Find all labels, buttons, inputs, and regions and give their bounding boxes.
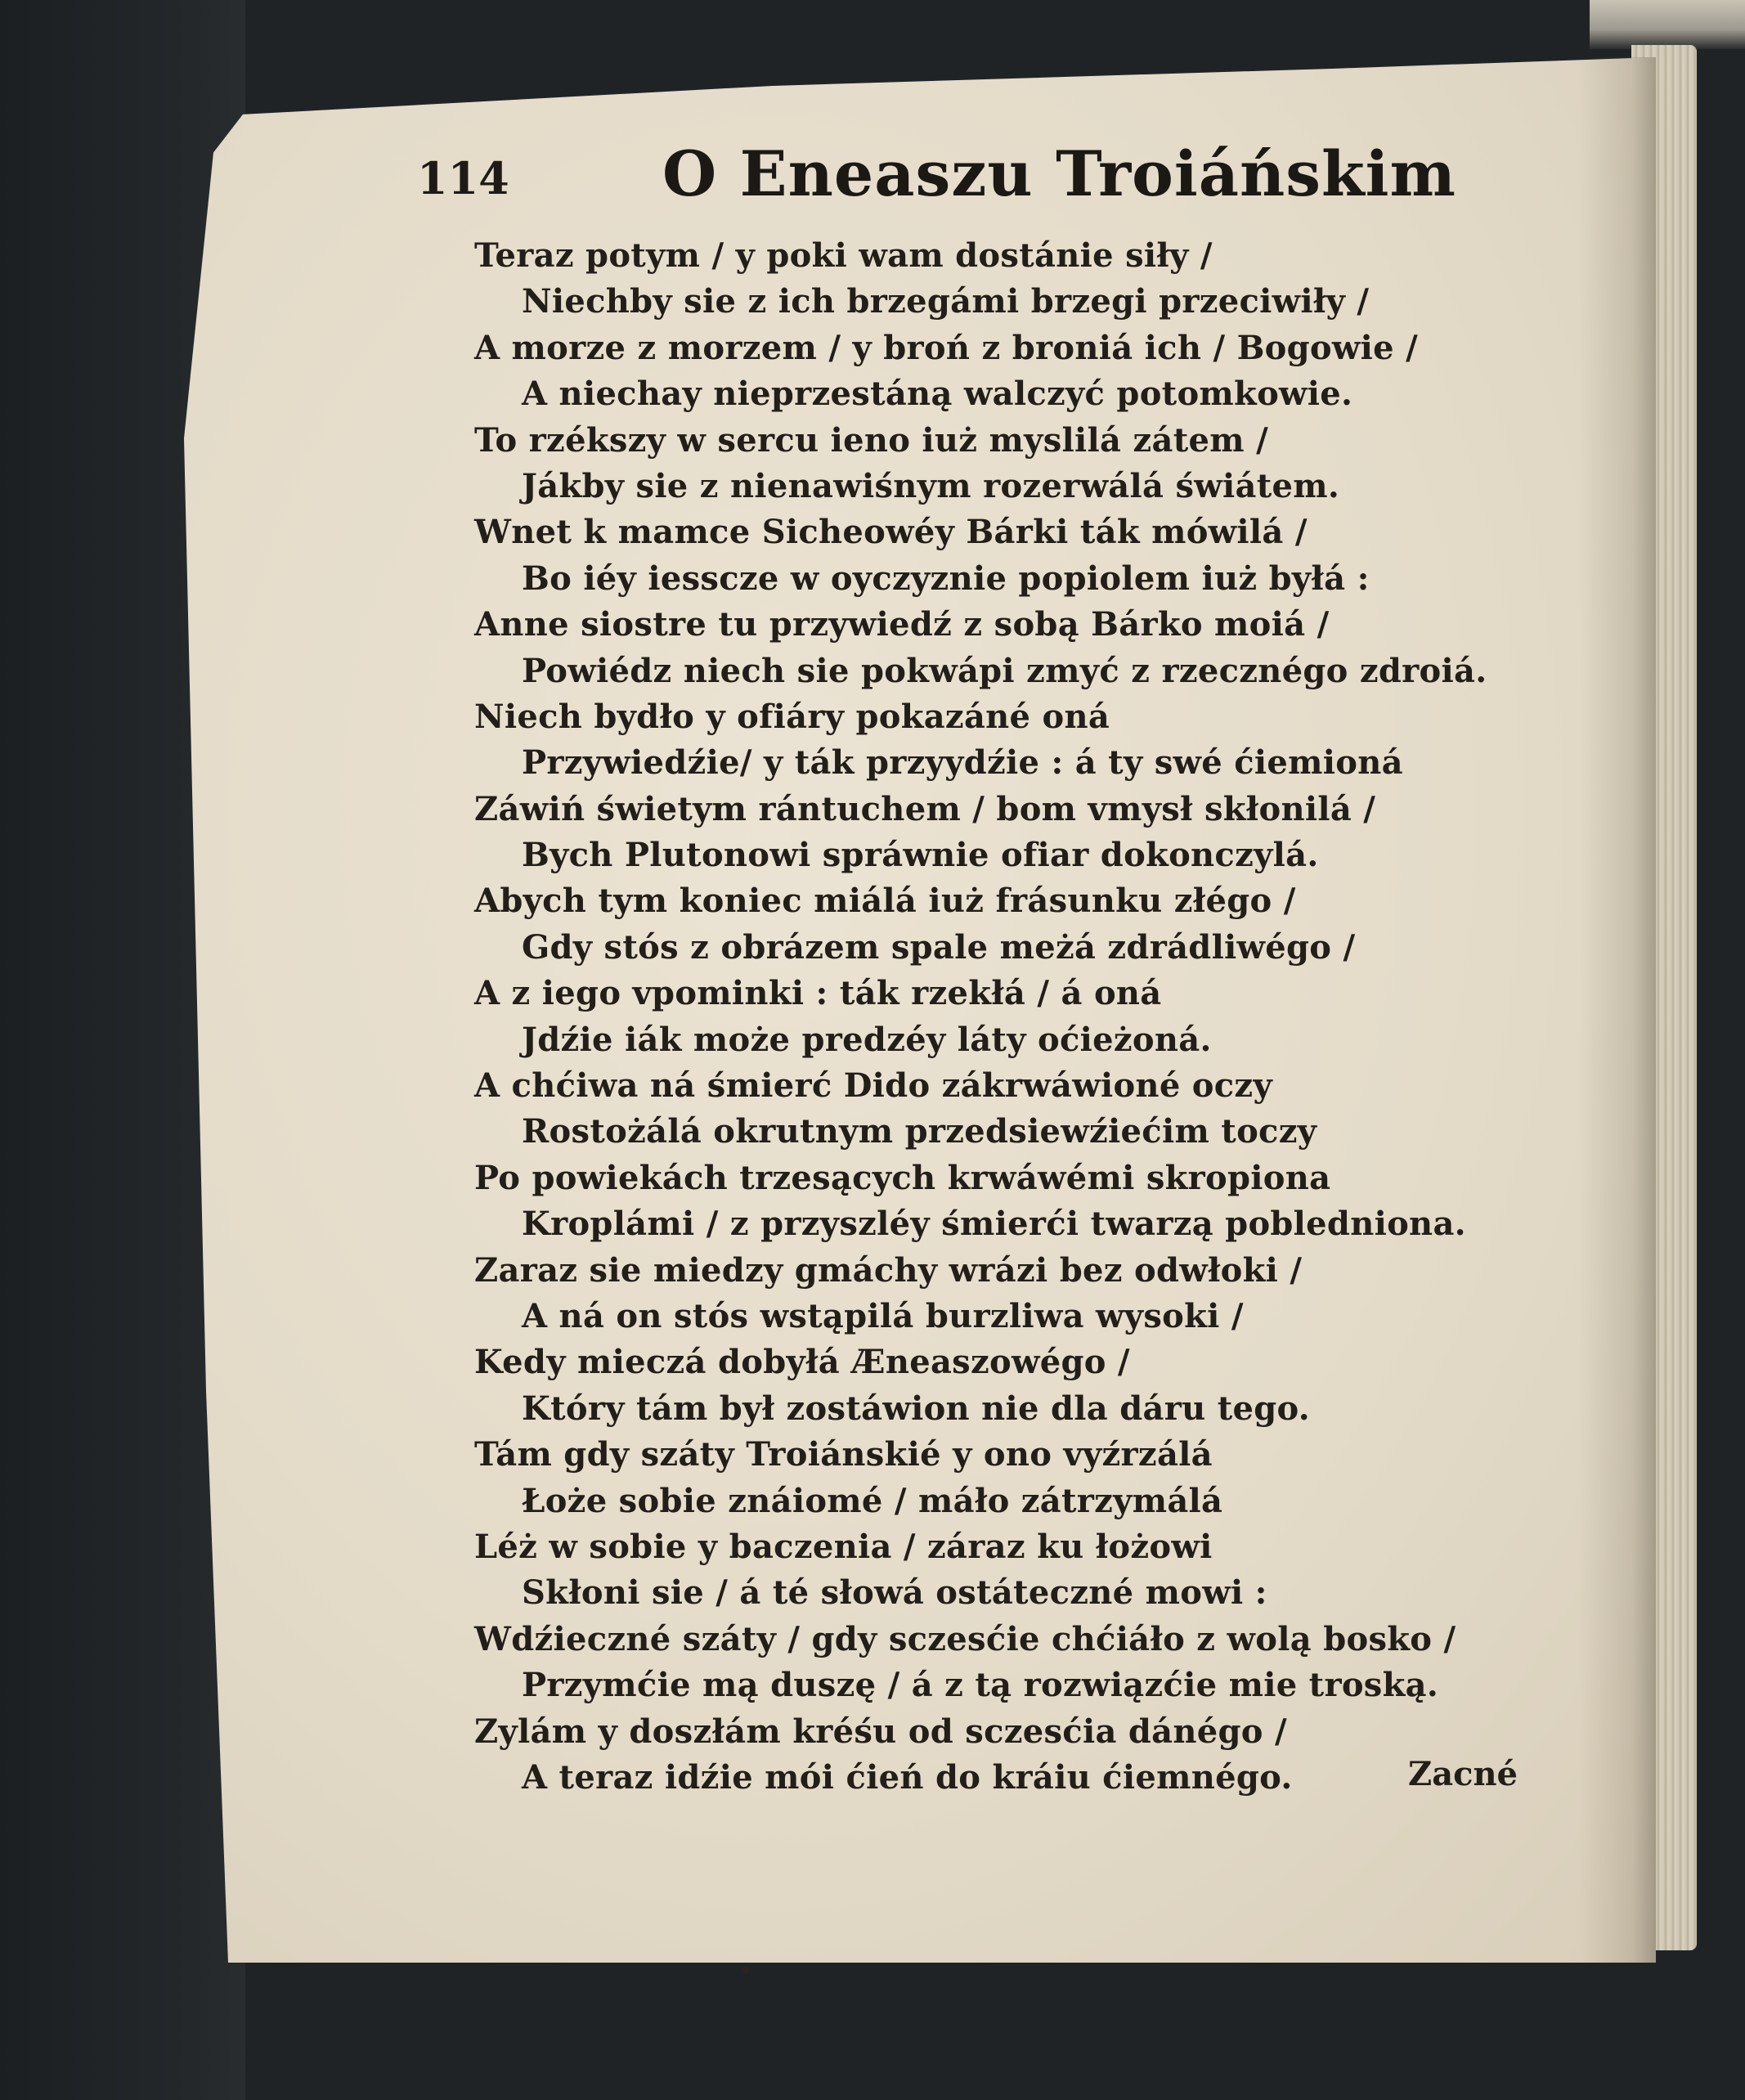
verse-line: Kedy mieczá dobyłá Æneaszowégo /: [474, 1343, 1130, 1382]
verse-line: A z iego vpominki : ták rzekłá / á oná: [474, 974, 1162, 1013]
verse-line: A niechay nieprzestáną walczyć potomkowie.: [522, 375, 1353, 414]
verse-line: Przywiedźie/ y ták przyydźie : á ty swé ćiemioná: [522, 743, 1403, 783]
verse-line: Zaraz sie miedzy gmáchy wrázi bez odwłoki /: [474, 1250, 1303, 1290]
verse-line: Teraz potym / y poki wam dostánie siły /: [474, 236, 1213, 275]
verse-line: Jdźie iák może predzéy láty oćieżoná.: [522, 1020, 1212, 1059]
verse-line: Zylám y doszłám kréśu od sczesćia dánégo /: [474, 1712, 1287, 1751]
verse-line: Záwiń świetym rántuchem / bom vmysł skłonilá /: [474, 789, 1376, 828]
verse-line: Jákby sie z nienawiśnym rozerwálá świátem.: [522, 466, 1340, 505]
verse-line: A ná on stós wstąpilá burzliwa wysoki /: [522, 1296, 1244, 1335]
verse-line: Powiédz niech sie pokwápi zmyć z rzecznégo zdroiá.: [522, 651, 1487, 690]
verse-line: Bych Plutonowi spráwnie ofiar dokonczylá.: [522, 836, 1319, 875]
verse-line: Bo iéy iesscze w oyczyznie popiolem iuż byłá :: [522, 559, 1370, 598]
page-number: 114: [417, 152, 509, 204]
verse-line: Skłoni sie / á té słowá ostáteczné mowi :: [522, 1573, 1267, 1613]
verse-line: Który tám był zostáwion nie dla dáru tego.: [522, 1389, 1310, 1428]
verse-line: Léż w sobie y baczenia / záraz ku łożowi: [474, 1527, 1213, 1566]
verse-line: A chćiwa ná śmierć Dido zákrwáwioné oczy: [474, 1066, 1272, 1106]
verse-line: Tám gdy száty Troiánskié y ono vyźrzálá: [474, 1435, 1213, 1474]
verse-line: A morze z morzem / y broń z broniá ich / Bogowie /: [474, 328, 1419, 367]
verse-line: Abych tym koniec miálá iuż frásunku złégo /: [474, 882, 1296, 921]
verse-line: Anne siostre tu przywiedź z sobą Bárko moiá /: [474, 605, 1330, 644]
verse-line: Rostożálá okrutnym przedsiewźiećim toczy: [522, 1112, 1317, 1151]
verse-line: Łoże sobie znáiomé / máło zátrzymálá: [522, 1481, 1223, 1520]
verse-line: Wnet k mamce Sicheowéy Bárki ták mówilá /: [474, 513, 1308, 552]
page-header: [417, 137, 1488, 219]
verse-line: Wdźieczné száty / gdy sczesćie chćiáło z wolą bosko /: [474, 1619, 1456, 1658]
verse-line: Po powiekách trzesących krwáwémi skropiona: [474, 1158, 1331, 1197]
ink-speck: [742, 1967, 749, 1973]
verse-block: [474, 233, 1619, 1801]
verse-line: To rzékszy w sercu ieno iuż myslilá zátem /: [474, 420, 1268, 460]
catchword: Zacné: [1408, 1755, 1518, 1793]
verse-line: A teraz idźie mói ćień do kráiu ćiemnégo.: [522, 1757, 1293, 1797]
verse-line: Kroplámi / z przyszléy śmierći twarzą pobledniona.: [522, 1205, 1466, 1244]
verse-line: Gdy stós z obrázem spale meżá zdrádliwégo /: [522, 927, 1356, 967]
verse-line: Niech bydło y ofiáry pokazáné oná: [474, 697, 1110, 736]
next-page-corner: [1590, 0, 1745, 49]
verse-line: Przymćie mą duszę / á z tą rozwiązćie mie troską.: [522, 1666, 1439, 1705]
verse-line: Niechby sie z ich brzegámi brzegi przeciwiły /: [522, 282, 1370, 321]
running-title: O Eneaszu Troiáńskim: [662, 137, 1456, 210]
